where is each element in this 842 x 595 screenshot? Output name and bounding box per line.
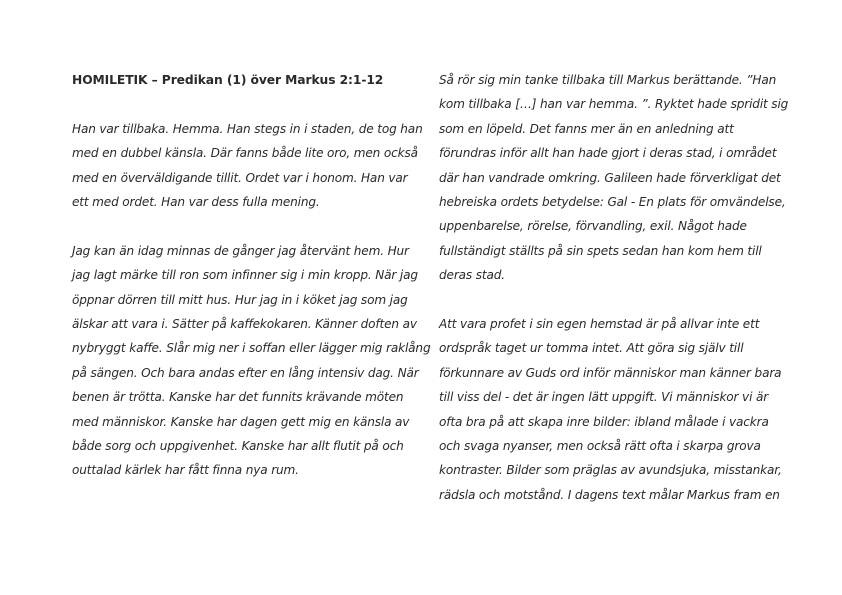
text-line: uppenbarelse, rörelse, förvandling, exil. Något hade bbox=[439, 219, 747, 234]
text-line: där han vandrade omkring. Galileen hade förverkligat det bbox=[439, 170, 781, 185]
text-line: och svaga nyanser, men också rätt ofta i skarpa grova bbox=[439, 439, 761, 454]
text-line: Att vara profet i sin egen hemstad är på allvar inte ett bbox=[439, 317, 760, 332]
text-line: nybryggt kaffe. Slår mig ner i soffan eller lägger mig raklång bbox=[72, 341, 431, 356]
paragraph-gap bbox=[72, 92, 412, 116]
paragraph bbox=[439, 68, 789, 288]
text-line: med människor. Kanske har dagen gett mig en känsla av bbox=[72, 414, 410, 429]
paragraph bbox=[72, 239, 431, 483]
text-line: Så rör sig min tanke tillbaka till Markus berättande. ”Han bbox=[439, 73, 777, 87]
right-column bbox=[439, 68, 789, 507]
text-line: fullständigt ställts på sin spets sedan han kom hem till bbox=[439, 243, 762, 258]
paragraph bbox=[72, 117, 423, 215]
paragraph bbox=[439, 312, 782, 507]
text-line: till viss del - det är ingen lätt uppgift. Vi människor vi är bbox=[439, 390, 769, 405]
text-line: både sorg och uppgivenhet. Kanske har allt flutit på och bbox=[72, 439, 404, 454]
text-line: deras stad. bbox=[439, 268, 505, 283]
text-line: hebreiska ordets betydelse: Gal - En plats för omvändelse, bbox=[439, 195, 786, 210]
text-line: som en löpeld. Det fanns mer än en anledning att bbox=[439, 121, 734, 136]
text-line: kontraster. Bilder som präglas av avundsjuka, misstankar, bbox=[439, 463, 782, 478]
left-column bbox=[72, 68, 431, 483]
text-line: Jag kan än idag minnas de gånger jag återvänt hem. Hur bbox=[72, 243, 409, 258]
text-line: öppnar dörren till mitt hus. Hur jag in i köket jag som jag bbox=[72, 292, 408, 307]
text-line: jag lagt märke till ron som infinner sig i min kropp. När jag bbox=[72, 268, 418, 283]
text-line: benen är trötta. Kanske har det funnits krävande möten bbox=[72, 390, 404, 405]
text-line: med en dubbel känsla. Där fanns både lite oro, men också bbox=[72, 146, 418, 161]
text-line: med en överväldigande tillit. Ordet var i honom. Han var bbox=[72, 170, 408, 185]
paragraph-gap bbox=[439, 288, 769, 312]
document-title: HOMILETIK – Predikan (1) över Markus 2:1-12 bbox=[72, 73, 384, 87]
text-line: på sängen. Och bara andas efter en lång intensiv dag. När bbox=[72, 365, 419, 380]
text-line: kom tillbaka […] han var hemma. ”. Ryktet hade spridit sig bbox=[439, 97, 789, 112]
paragraph-gap bbox=[72, 214, 412, 238]
text-line: förkunnare av Guds ord inför människor man känner bara bbox=[439, 365, 782, 380]
text-line: ofta bra på att skapa inre bilder: ibland målade i vackra bbox=[439, 414, 769, 429]
text-line: älskar att vara i. Sätter på kaffekokaren. Känner doften av bbox=[72, 317, 417, 332]
text-line: Han var tillbaka. Hemma. Han stegs in i staden, de tog han bbox=[72, 121, 423, 136]
text-line: ordspråk taget ur tomma intet. Att göra sig själv till bbox=[439, 341, 744, 356]
text-line: ett med ordet. Han var dess fulla mening. bbox=[72, 195, 320, 210]
text-line: rädsla och motstånd. I dagens text målar Markus fram en bbox=[439, 487, 780, 502]
text-line: förundras inför allt han hade gjort i deras stad, i området bbox=[439, 146, 777, 161]
text-line: outtalad kärlek har fått finna nya rum. bbox=[72, 463, 299, 478]
